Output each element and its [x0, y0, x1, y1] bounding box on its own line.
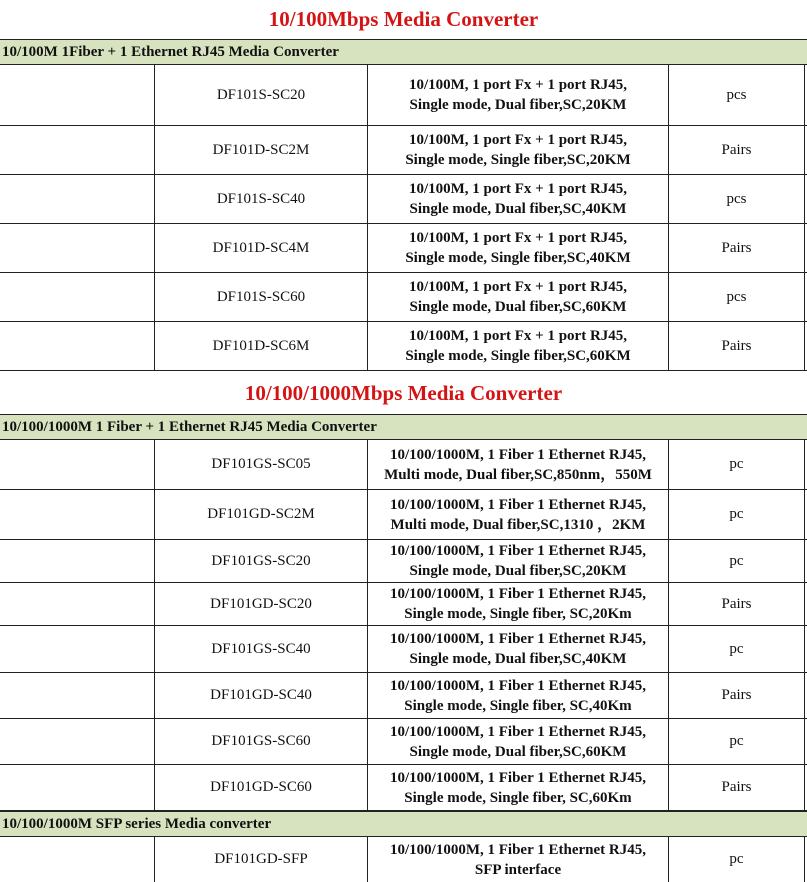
description-cell: 10/100/1000M, 1 Fiber 1 Ethernet RJ45, Multi mode, Dual fiber,SC,850nm，550M: [367, 440, 668, 489]
model-cell: DF101GD-SFP: [154, 837, 367, 882]
table-row: [0, 440, 807, 490]
description-cell: 10/100/1000M, 1 Fiber 1 Ethernet RJ45, Single mode, Single fiber, SC,40Km: [367, 673, 668, 718]
description-cell: 10/100/1000M, 1 Fiber 1 Ethernet RJ45, Multi mode, Dual fiber,SC,1310 ，2KM: [367, 490, 668, 539]
model-cell: DF101S-SC60: [154, 273, 367, 321]
model-cell: DF101S-SC20: [154, 65, 367, 125]
table-row: [0, 273, 807, 322]
table-row: [0, 540, 807, 583]
table-row: [0, 765, 807, 811]
unit-cell: pc: [668, 719, 805, 764]
model-cell: DF101GD-SC20: [154, 583, 367, 625]
description-cell: 10/100/1000M, 1 Fiber 1 Ethernet RJ45, SFP interface: [367, 837, 668, 882]
model-cell: DF101GD-SC60: [154, 765, 367, 810]
empty-cell: [0, 540, 154, 582]
unit-cell: Pairs: [668, 673, 805, 718]
unit-cell: Pairs: [668, 224, 805, 272]
empty-cell: [0, 719, 154, 764]
model-cell: DF101S-SC40: [154, 175, 367, 223]
empty-cell: [0, 765, 154, 810]
section-title-1000mbps: 10/100/1000Mbps Media Converter: [244, 381, 563, 405]
unit-cell: pc: [668, 540, 805, 582]
unit-cell: Pairs: [668, 126, 805, 174]
description-cell: 10/100/1000M, 1 Fiber 1 Ethernet RJ45, Single mode, Dual fiber,SC,60KM: [367, 719, 668, 764]
unit-cell: pc: [668, 440, 805, 489]
empty-cell: [0, 490, 154, 539]
section-title-100mbps: 10/100Mbps Media Converter: [268, 7, 539, 31]
empty-cell: [0, 175, 154, 223]
description-cell: 10/100/1000M, 1 Fiber 1 Ethernet RJ45, Single mode, Dual fiber,SC,40KM: [367, 626, 668, 672]
unit-cell: Pairs: [668, 583, 805, 625]
section-header-1000m: 10/100/1000M 1 Fiber + 1 Ethernet RJ45 Media Converter: [0, 414, 807, 440]
description-cell: 10/100M, 1 port Fx + 1 port RJ45, Single mode, Single fiber,SC,20KM: [367, 126, 668, 174]
table-row: [0, 65, 807, 126]
table-row: [0, 626, 807, 673]
description-cell: 10/100/1000M, 1 Fiber 1 Ethernet RJ45, Single mode, Dual fiber,SC,20KM: [367, 540, 668, 582]
empty-cell: [0, 440, 154, 489]
description-cell: 10/100M, 1 port Fx + 1 port RJ45, Single mode, Single fiber,SC,40KM: [367, 224, 668, 272]
description-cell: 10/100/1000M, 1 Fiber 1 Ethernet RJ45, Single mode, Single fiber, SC,20Km: [367, 583, 668, 625]
model-cell: DF101GS-SC40: [154, 626, 367, 672]
empty-cell: [0, 322, 154, 370]
table-row: [0, 490, 807, 540]
table-row: [0, 583, 807, 626]
model-cell: DF101GD-SC40: [154, 673, 367, 718]
model-cell: DF101D-SC6M: [154, 322, 367, 370]
description-cell: 10/100/1000M, 1 Fiber 1 Ethernet RJ45, Single mode, Single fiber, SC,60Km: [367, 765, 668, 810]
table-row: [0, 322, 807, 371]
unit-cell: pcs: [668, 65, 805, 125]
section-header-100m: 10/100M 1Fiber + 1 Ethernet RJ45 Media Converter: [0, 39, 807, 65]
table-row: [0, 224, 807, 273]
empty-cell: [0, 583, 154, 625]
empty-cell: [0, 126, 154, 174]
unit-cell: pc: [668, 837, 805, 882]
description-cell: 10/100M, 1 port Fx + 1 port RJ45, Single mode, Dual fiber,SC,60KM: [367, 273, 668, 321]
unit-cell: pc: [668, 490, 805, 539]
empty-cell: [0, 673, 154, 718]
model-cell: DF101GS-SC05: [154, 440, 367, 489]
empty-cell: [0, 626, 154, 672]
section-header-sfp: 10/100/1000M SFP series Media converter: [0, 811, 807, 837]
empty-cell: [0, 65, 154, 125]
unit-cell: Pairs: [668, 765, 805, 810]
unit-cell: pcs: [668, 273, 805, 321]
table-row: [0, 126, 807, 175]
description-cell: 10/100M, 1 port Fx + 1 port RJ45, Single mode, Dual fiber,SC,40KM: [367, 175, 668, 223]
table-row: [0, 837, 807, 882]
table-row: [0, 673, 807, 719]
model-cell: DF101D-SC2M: [154, 126, 367, 174]
empty-cell: [0, 224, 154, 272]
table-row: [0, 719, 807, 765]
unit-cell: pcs: [668, 175, 805, 223]
unit-cell: pc: [668, 626, 805, 672]
model-cell: DF101GS-SC60: [154, 719, 367, 764]
unit-cell: Pairs: [668, 322, 805, 370]
empty-cell: [0, 273, 154, 321]
empty-cell: [0, 837, 154, 882]
description-cell: 10/100M, 1 port Fx + 1 port RJ45, Single mode, Single fiber,SC,60KM: [367, 322, 668, 370]
description-cell: 10/100M, 1 port Fx + 1 port RJ45, Single mode, Dual fiber,SC,20KM: [367, 65, 668, 125]
model-cell: DF101GD-SC2M: [154, 490, 367, 539]
table-row: [0, 175, 807, 224]
model-cell: DF101D-SC4M: [154, 224, 367, 272]
model-cell: DF101GS-SC20: [154, 540, 367, 582]
